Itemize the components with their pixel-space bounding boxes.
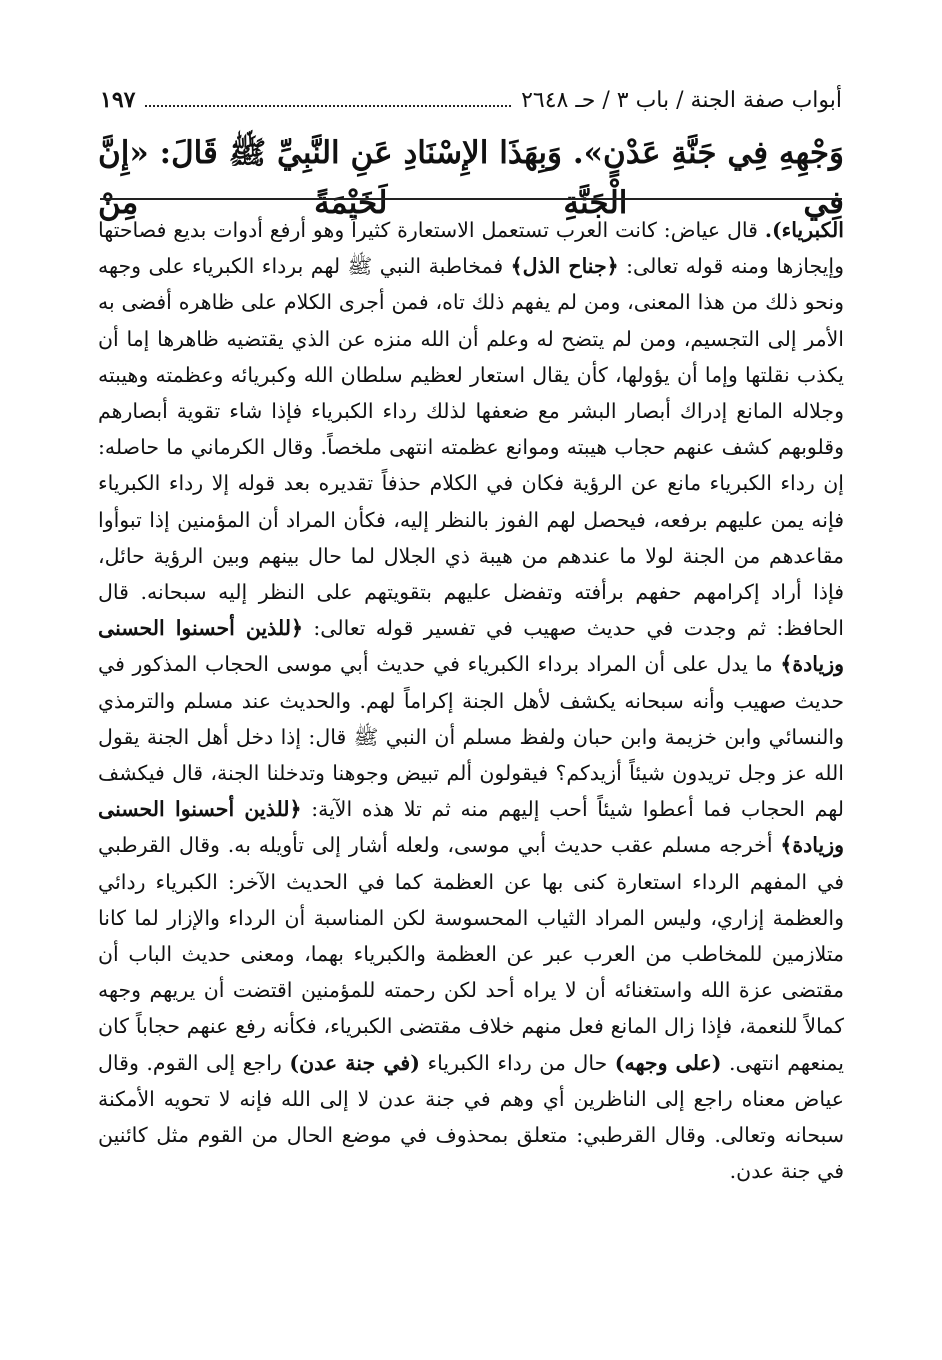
hadith-text: وَجْهِهِ فِي جَنَّةِ عَدْنٍ». وَبِهَذَا الإِسْنَادِ عَنِ النَّبِيِّ ﷺ قَالَ: «إِنَّ فِي الْجَنَّةِ لَخَيْمَةً مِنْ <box>98 135 844 221</box>
running-title: أبواب صفة الجنة / باب ٣ / حـ ٢٦٤٨ <box>521 87 842 113</box>
commentary-text <box>98 212 844 1189</box>
commentary-segment: قال عياض: كانت العرب تستعمل الاستعارة كثيراً وهو أرفع أدوات بديع فصاحتها وإيجازها ومنه قوله تعالى: <box>98 218 844 279</box>
commentary-segment: أخرجه مسلم عقب حديث أبي موسى، ولعله أشار إلى تأويله به. وقال القرطبي في المفهم الرداء استعارة كنى بها عن العظمة كما في الحديث الآخر: الكبرياء ردائي والعظمة إزاري، وليس المراد الثياب المحسوسة لكن المناسبة أن الرداء والإزار لما كانا متلازمين للمخاطب من العرب عبر عن العظمة والكبرياء بهما، ومعنى حديث الباب أن مقتضى عزة الله واستغنائه أن لا يراه أحد لكن رحمته للمؤمنين اقتضت أن يريهم وجهه كمالاً للنعمة، فإذا زال المانع فعل منهم خلاف مقتضى الكبرياء، فكأنه رفع عنهم حجاباً كان يمنعهم انتهى. <box>98 833 844 1075</box>
commentary-segment: ﴿للذين أحسنوا الحسنى وزيادة﴾ <box>98 616 844 677</box>
separator-line <box>100 198 842 200</box>
commentary-segment: فمخاطبة النبي ﷺ لهم برداء الكبرياء على وجهه ونحو ذلك من هذا المعنى، ومن لم يفهم ذلك تاه، فمن أجرى الكلام على ظاهره أفضى به الأمر إلى التجسيم، ومن لم يتضح له وعلم أن الله منزه عن الذي يقتضيه ظاهرها إما أن يكذب نقلتها وإما أن يؤولها، كأن يقال استعار لعظيم سلطان الله وكبريائه وعظمته وهيبته وجلاله المانع إدراك أبصار البشر مع ضعفها لذلك رداء الكبرياء فإذا شاء تقوية أبصارهم وقلوبهم كشف عنهم حجاب هيبته وموانع عظمته انتهى ملخصاً. وقال الكرماني ما حاصله: إن رداء الكبرياء مانع عن الرؤية فكان في الكلام حذفاً تقديره بعد قوله إلا رداء الكبرياء فإنه يمن عليهم برفعه، فيحصل لهم الفوز بالنظر إليه، فكأن المراد أن المؤمنين إذا تبوأوا مقاعدهم من الجنة لولا ما عندهم من هيبة ذي الجلال لما حال بينهم وبين الرؤية حائل، فإذا أراد إكرامهم حفهم برأفته وتفضل عليهم بتقويتهم على النظر إليه سبحانه. قال الحافظ: ثم وجدت في حديث صهيب في تفسير قوله تعالى: <box>98 254 844 641</box>
commentary-segment: ما يدل على أن المراد برداء الكبرياء في حديث أبي موسى الحجاب المذكور في حديث صهيب وأنه سبحانه يكشف لأهل الجنة إكراماً لهم. والحديث عند مسلم والترمذي والنسائي وابن خزيمة وابن حبان ولفظ مسلم أن النبي ﷺ قال: إذا دخل أهل الجنة يقول الله عز وجل تريدون شيئاً أزيدكم؟ فيقولون ألم تبيض وجوهنا وتدخلنا الجنة، قال فيكشف لهم الحجاب فما أعطوا شيئاً أحب إليهم منه ثم تلا هذه الآية: <box>98 652 844 822</box>
commentary-segment: ﴿جناح الذل﴾ <box>510 254 619 279</box>
page-number: ١٩٧ <box>100 87 136 113</box>
commentary-segment: (في جنة عدن) <box>289 1050 420 1075</box>
header-leader-dots <box>145 105 511 107</box>
commentary-segment: ﴿للذين أحسنوا الحسنى وزيادة﴾ <box>98 797 844 858</box>
commentary-segment: راجع إلى القوم. وقال عياض معناه راجع إلى الناظرين أي وهم في جنة عدن لا إلى الله فإنه لا تحويه الأمكنة سبحانه وتعالى. وقال القرطبي: متعلق بمحذوف في موضع الحال من القوم مثل كائنين في جنة عدن. <box>98 1050 844 1184</box>
commentary-segment: (على وجهه) <box>614 1050 722 1075</box>
commentary-segment: الكبرياء). <box>764 218 844 242</box>
commentary-segment: حال من رداء الكبرياء <box>419 1050 615 1075</box>
page-header <box>100 80 842 120</box>
